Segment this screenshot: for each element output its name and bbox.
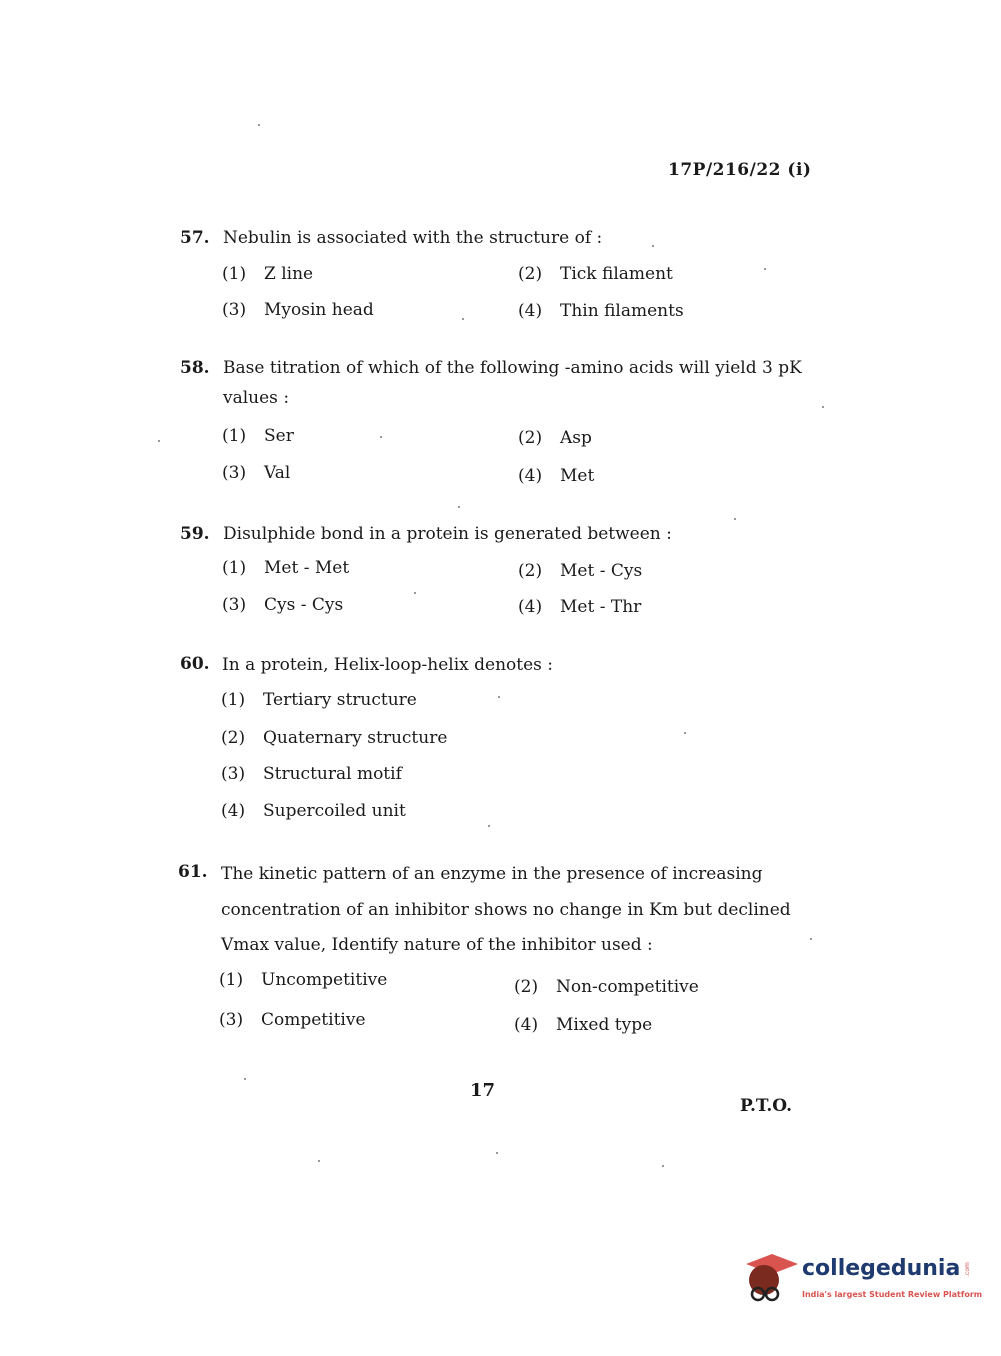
logo-wordmark: collegedunia: [802, 1256, 961, 1281]
option-text: Supercoiled unit: [263, 801, 406, 821]
option-text: Tick filament: [560, 264, 673, 284]
option-text: Quaternary structure: [263, 728, 448, 748]
option-number: (1): [219, 970, 244, 990]
option-text: Ser: [264, 426, 294, 446]
option-text: Thin filaments: [560, 301, 684, 321]
option-text: Mixed type: [556, 1015, 653, 1035]
logo-domain-suffix: .com: [963, 1262, 971, 1277]
option-number: (2): [518, 428, 543, 448]
option-number: (3): [222, 300, 247, 320]
option-number: (2): [518, 264, 543, 284]
option-number: (1): [222, 426, 247, 446]
option-number: (3): [221, 764, 246, 784]
question-text: Vmax value, Identify nature of the inhibitor used :: [221, 935, 653, 955]
option-number: (3): [222, 463, 247, 483]
option-number: (2): [514, 977, 539, 997]
option-text: Met: [560, 466, 595, 486]
option-number: (4): [221, 801, 246, 821]
question-number: 58.: [180, 358, 210, 378]
option-number: (3): [219, 1010, 244, 1030]
page-number: 17: [470, 1080, 496, 1101]
option-number: (1): [222, 558, 247, 578]
option-text: Z line: [264, 264, 314, 284]
option-text: Tertiary structure: [263, 690, 417, 710]
question-text: values :: [223, 388, 290, 408]
question-text: concentration of an inhibitor shows no change in Km but declined: [221, 900, 791, 920]
question-number: 57.: [180, 228, 210, 248]
option-text: Competitive: [261, 1010, 366, 1030]
option-text: Myosin head: [264, 300, 374, 320]
option-text: Cys - Cys: [264, 595, 344, 615]
logo-tagline: India's largest Student Review Platform: [802, 1290, 983, 1299]
collegedunia-logo: [742, 1250, 983, 1318]
option-number: (1): [222, 264, 247, 284]
option-text: Met - Thr: [560, 597, 642, 617]
question-number: 59.: [180, 524, 210, 544]
question-text: Disulphide bond in a protein is generated between :: [223, 524, 672, 544]
option-number: (2): [221, 728, 246, 748]
paper-code: 17P/216/22 (i): [668, 160, 812, 180]
graduate-cap-icon: [742, 1250, 798, 1310]
pto-label: P.T.O.: [740, 1096, 792, 1116]
option-text: Structural motif: [263, 764, 402, 784]
option-text: Asp: [560, 428, 592, 448]
question-text: The kinetic pattern of an enzyme in the presence of increasing: [221, 864, 763, 884]
question-text: Base titration of which of the following -amino acids will yield 3 pK: [223, 358, 802, 378]
option-text: Met - Cys: [560, 561, 643, 581]
option-number: (4): [518, 597, 543, 617]
option-text: Uncompetitive: [261, 970, 388, 990]
question-text: In a protein, Helix-loop-helix denotes :: [222, 655, 554, 675]
option-number: (1): [221, 690, 246, 710]
option-number: (4): [518, 466, 543, 486]
question-number: 61.: [178, 862, 208, 882]
option-text: Met - Met: [264, 558, 350, 578]
option-number: (4): [518, 301, 543, 321]
option-number: (4): [514, 1015, 539, 1035]
option-number: (3): [222, 595, 247, 615]
option-number: (2): [518, 561, 543, 581]
question-number: 60.: [180, 654, 210, 674]
question-text: Nebulin is associated with the structure of :: [223, 228, 603, 248]
option-text: Val: [264, 463, 291, 483]
option-text: Non-competitive: [556, 977, 699, 997]
